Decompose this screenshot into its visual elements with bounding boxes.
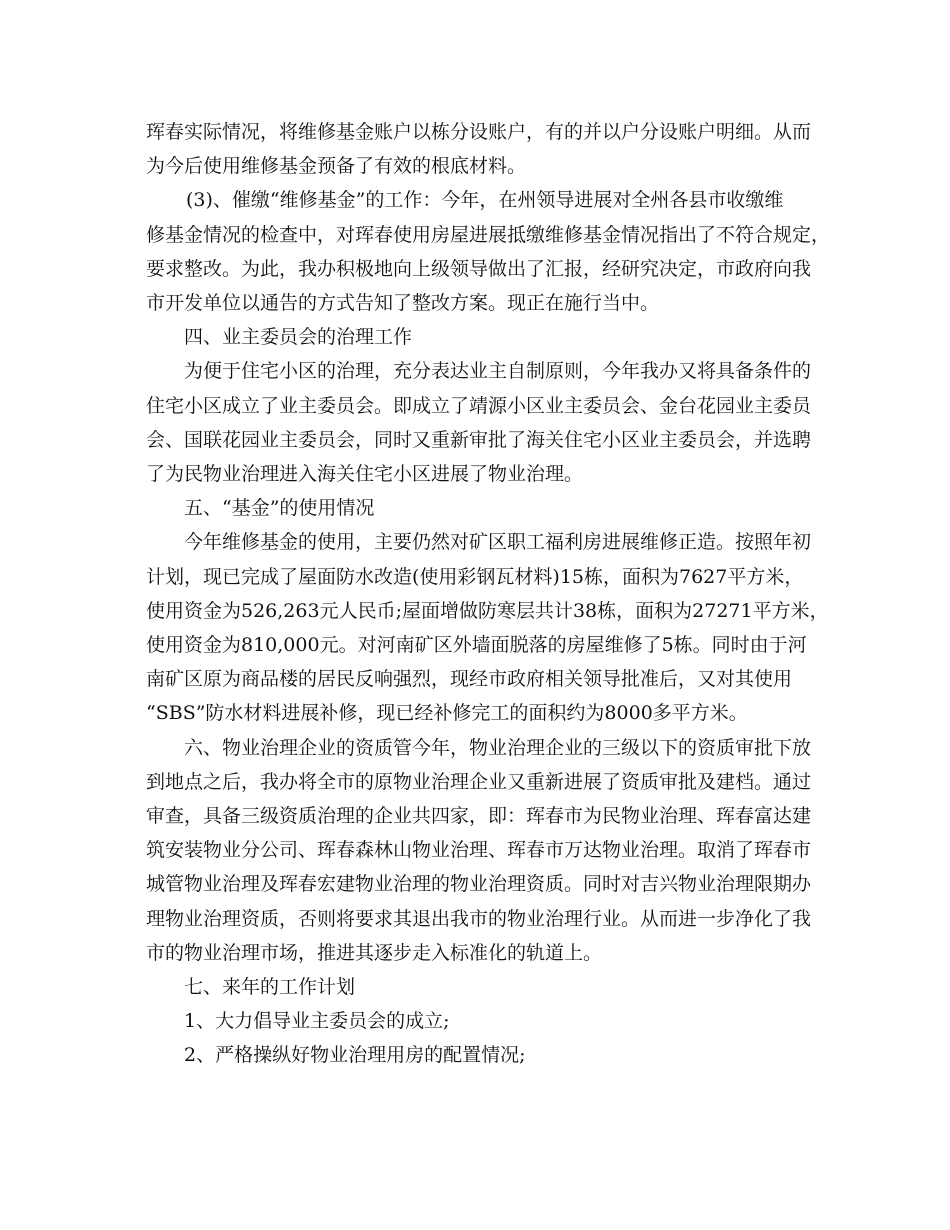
text-line: 了为民物业治理进入海关住宅小区进展了物业治理。 xyxy=(146,463,584,486)
text-line: 住宅小区成立了业主委员会。即成立了靖源小区业主委员会、金台花园业主委员 xyxy=(146,394,812,417)
document-body xyxy=(146,115,831,1073)
text-line: 理物业治理资质，否则将要求其退出我市的物业治理行业。从而进一步净化了我 xyxy=(146,907,812,930)
text-line: 市的物业治理市场，推进其逐步走入标准化的轨道上。 xyxy=(146,941,603,964)
list-item: 2、严格操纵好物业治理用房的配置情况; xyxy=(184,1044,526,1067)
text-line: 会、国联花园业主委员会，同时又重新审批了海关住宅小区业主委员会，并选聘 xyxy=(146,428,812,451)
text-line: 为今后使用维修基金预备了有效的根底材料。 xyxy=(146,155,527,178)
section-heading: 五、“基金”的使用情况 xyxy=(184,497,375,520)
text-line: 审查，具备三级资质治理的企业共四家，即：珲春市为民物业治理、珲春富达建 xyxy=(146,805,812,828)
text-line: (3)、催缴“维修基金”的工作：今年，在州领导进展对全州各县市收缴维 xyxy=(186,189,784,212)
text-line: 使用资金为526,263元人民币;屋面增做防寒层共计38栋，面积为27271平方米， xyxy=(146,599,829,622)
text-line: 为便于住宅小区的治理，充分表达业主自制原则，今年我办又将具备条件的 xyxy=(184,360,812,383)
text-line: “SBS”防水材料进展补修，现已经补修完工的面积约为8000多平方米。 xyxy=(146,702,748,725)
text-line: 到地点之后，我办将全市的原物业治理企业又重新进展了资质审批及建档。通过 xyxy=(146,770,812,793)
text-line: 城管物业治理及珲春宏建物业治理的物业治理资质。同时对吉兴物业治理限期办 xyxy=(146,873,812,896)
text-line: 计划，现已完成了屋面防水改造(使用彩钢瓦材料)15栋，面积为7627平方米， xyxy=(146,565,804,588)
section-heading: 四、业主委员会的治理工作 xyxy=(184,326,413,349)
text-line: 使用资金为810,000元。对河南矿区外墙面脱落的房屋维修了5栋。同时由于河 xyxy=(146,634,807,657)
section-heading: 六、物业治理企业的资质管今年，物业治理企业的三级以下的资质审批下放 xyxy=(184,736,812,759)
text-line: 市开发单位以通告的方式告知了整改方案。现正在施行当中。 xyxy=(146,292,660,315)
text-line: 筑安装物业分公司、珲春森林山物业治理、珲春市万达物业治理。取消了珲春市 xyxy=(146,839,812,862)
list-item: 1、大力倡导业主委员会的成立; xyxy=(184,1010,450,1033)
text-line: 要求整改。为此，我办积极地向上级领导做出了汇报，经研究决定，市政府向我 xyxy=(146,257,812,280)
text-line: 修基金情况的检查中，对珲春使用房屋进展抵缴维修基金情况指出了不符合规定， xyxy=(146,223,831,246)
section-heading: 七、来年的工作计划 xyxy=(184,976,356,999)
text-line: 今年维修基金的使用，主要仍然对矿区职工福利房进展维修正造。按照年初 xyxy=(184,531,812,554)
text-line: 珲春实际情况，将维修基金账户以栋分设账户，有的并以户分设账户明细。从而 xyxy=(146,121,812,143)
text-line: 南矿区原为商品楼的居民反响强烈，现经市政府相关领导批准后，又对其使用 xyxy=(146,668,793,691)
